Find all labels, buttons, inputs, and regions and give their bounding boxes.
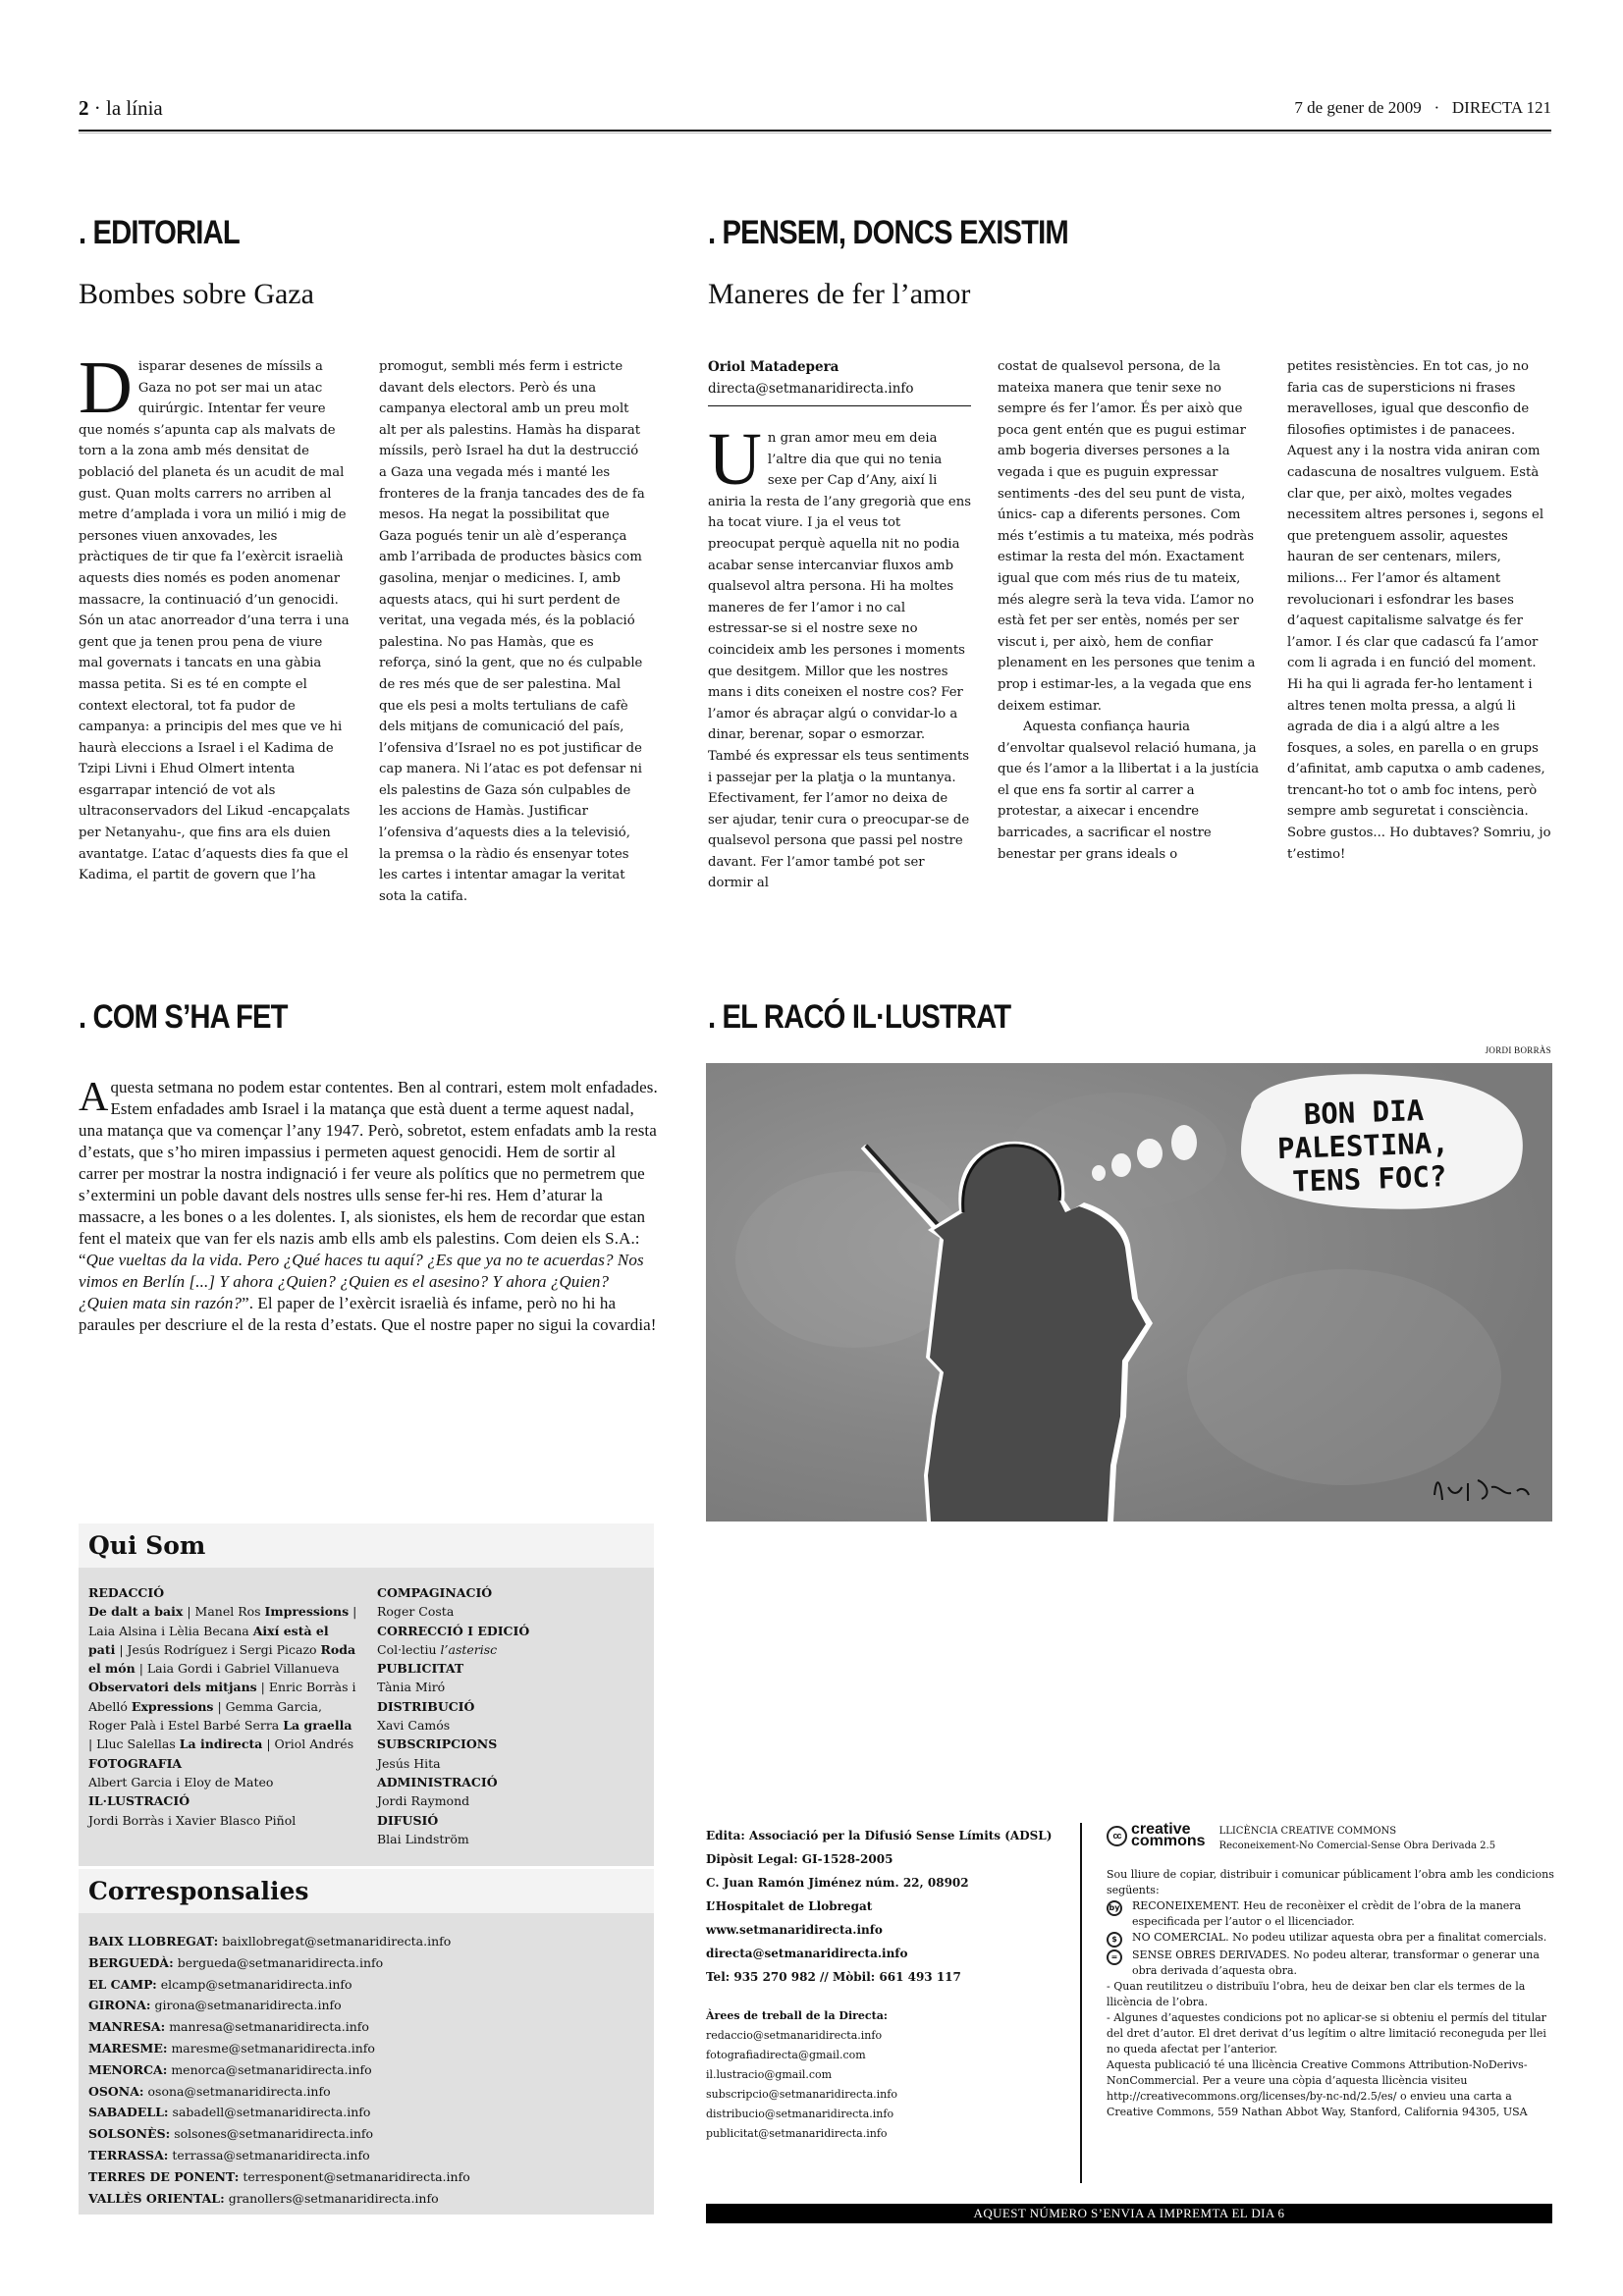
- region-name: BAIX LLOBREGAT:: [88, 1934, 219, 1949]
- staff-text: | Jesús Rodríguez i Sergi Picazo: [115, 1641, 321, 1657]
- staff-text: | Manel Ros: [183, 1604, 265, 1620]
- staff-role-heading: SUBSCRIPCIONS: [377, 1736, 498, 1752]
- staff-text: | Laia Gordi i Gabriel Villanueva: [135, 1661, 340, 1677]
- license-subtitle: Reconeixement-No Comercial-Sense Obra Derivada 2.5: [1218, 1841, 1496, 1851]
- correspondent-row: [88, 2188, 644, 2210]
- region-name: SOLSONÈS:: [88, 2126, 171, 2142]
- region-email[interactable]: girona@setmanaridirecta.info: [150, 1998, 342, 2013]
- non-commercial-icon: $: [1107, 1932, 1122, 1948]
- imprint-line[interactable]: directa@setmanaridirecta.info: [706, 1947, 908, 1960]
- imprint-divider: [1080, 1823, 1082, 2183]
- section-name: Així està el pati: [88, 1623, 329, 1657]
- correspondent-row: [88, 1952, 644, 1974]
- staff-rich-text: [88, 1602, 359, 1753]
- cc-word-2: commons: [1131, 1833, 1206, 1849]
- region-name: MARESME:: [88, 2040, 168, 2056]
- editorial-text-2: promogut, sembli més ferm i estricte davant dels electors. Però és una campanya electoral amb un preu molt alt per als palestins. Hamàs ha disparat míssils, però Israel ha dut la destrucció a Gaza una vegada més i manté les fronteres de la franja tancades des de fa mesos. Ha negat la possibilitat que Gaza pogués tenir un alè d’esperança amb l’arribada de productes bàsics com gasolina, menjar o medicines. I, amb aquests atacs, qui hi surt perdent de veritat, una vegada més, és la població palestina. No pas Hamàs, que es reforça, sinó la gent, que no és culpable de res més que de ser palestina. Mal que els pesi a molts tertulians de cafè dels mitjans de comunicació del país, l’ofensiva d’Israel no es pot justificar de cap manera. Ni l’atac es pot defensar ni els palestins de Gaza són culpables de les accions de Hamàs. Justificar l’ofensiva d’aquests dies a la televisió, la premsa o la ràdio és ensenyar totes les cartes i intentar amagar la veritat sota la catifa.: [379, 359, 645, 904]
- section-name: la línia: [106, 96, 163, 120]
- region-email[interactable]: bergueda@setmanaridirecta.info: [173, 1954, 384, 1970]
- corresponsalies-title: Corresponsalies: [79, 1869, 654, 1913]
- license-condition-text: [1132, 1948, 1558, 1979]
- correspondent-row: [88, 2102, 644, 2123]
- region-name: TERRES DE PONENT:: [88, 2168, 240, 2184]
- region-name: MENORCA:: [88, 2061, 168, 2077]
- cc-wordmark: [1131, 1821, 1206, 1849]
- work-area-email[interactable]: il.lustracio@gmail.com: [706, 2068, 833, 2081]
- pensem-text-3: petites resistències. En tot cas, jo no faria cas de supersticions ni frases meravelloses, igual que desconfio de filosofies optimistes i de panacees. Aquest any i la nostra vida aniran com cadascuna de nosaltres vulguem. Està clar que, per això, moltes vegades necessitem altres persones i, segons el que pretenguem assolir, aquestes hauran de ser centenars, milers, milions... Fer l’amor és altament revolucionari i esfondrar les bases d’aquest capitalisme salvatge és fer l’amor. I és clar que cadascú fa l’amor com li agrada i en funció del moment. Hi ha qui li agrada fer-ho lentament i altres tenen molta pressa, a algú li agrada de dia i a algú altre a les fosques, a soles, en parella o en grups d’afinitat, amb caputxa o amb cadenes, trencant-ho tot o amb foc intens, però sempre amb seguretat i consciència. Sobre gustos... Ho dubtaves? Somriu, jo t’estimo!: [1287, 359, 1551, 862]
- work-area-email[interactable]: distribucio@setmanaridirecta.info: [706, 2108, 894, 2120]
- staff-names: Jordi Raymond: [377, 1793, 470, 1809]
- imprint-line: Edita: Associació per la Difusió Sense Límits (ADSL): [706, 1829, 1053, 1842]
- work-area-email[interactable]: redaccio@setmanaridirecta.info: [706, 2029, 883, 2042]
- imprint-line: Tel: 935 270 982 // Mòbil: 661 493 117: [706, 1970, 961, 1984]
- qui-som-title: Qui Som: [79, 1523, 654, 1568]
- condition-description: No podeu alterar, transformar o generar una obra derivada d’aquesta obra.: [1132, 1949, 1540, 1977]
- work-area-email[interactable]: fotografiadirecta@gmail.com: [706, 2049, 866, 2061]
- com-sha-fet-dropcap: A: [79, 1075, 109, 1120]
- cc-icon: cc: [1107, 1826, 1127, 1846]
- region-email[interactable]: solsones@setmanaridirecta.info: [170, 2126, 374, 2142]
- staff-role-heading: FOTOGRAFIA: [88, 1755, 183, 1771]
- author-byline: [708, 356, 971, 406]
- region-email[interactable]: baixllobregat@setmanaridirecta.info: [218, 1934, 452, 1949]
- license-note-3: Aquesta publicació té una llicència Creative Commons Attribution-NoDerivs- NonCommercial. Per a veure una còpia d’aquesta llicència visiteu http://creativecommons.org/licenses/by-nc-nd/2.5/es/ o envieu una carta a Creative Commons, 559 Nathan Abbot Way, Stanford, California 94305, USA: [1107, 2058, 1528, 2118]
- region-email[interactable]: elcamp@setmanaridirecta.info: [156, 1976, 352, 1992]
- staff-role-heading: ADMINISTRACIÓ: [377, 1774, 498, 1789]
- imprint-block: [706, 1824, 1074, 2144]
- editorial-column-1: [79, 347, 351, 886]
- imprint-line[interactable]: www.setmanaridirecta.info: [706, 1923, 883, 1937]
- pensem-section-title: . PENSEM, DONCS EXISTIM: [708, 214, 1068, 251]
- section-name: De dalt a baix: [88, 1604, 184, 1620]
- license-condition: [1107, 1898, 1558, 1930]
- staff-names: Tània Miró: [377, 1680, 446, 1695]
- staff-names: Blai Lindström: [377, 1831, 469, 1846]
- staff-role-heading: COMPAGINACIÓ: [377, 1585, 493, 1600]
- staff-names: Jesús Hita: [377, 1755, 441, 1771]
- region-name: MANRESA:: [88, 2019, 166, 2035]
- page-number: 2: [79, 96, 89, 120]
- region-email[interactable]: osona@setmanaridirecta.info: [143, 2083, 331, 2099]
- qui-som-grid: [88, 1583, 644, 1848]
- condition-description: Heu de reconèixer el crèdit de l’obra de la manera especificada per l’autor o el llicenciador.: [1132, 1899, 1522, 1928]
- corresponsalies-list: [79, 1913, 654, 2215]
- staff-role-heading: DIFUSIÓ: [377, 1812, 439, 1828]
- qui-som-column-2: [377, 1583, 632, 1848]
- correspondent-row: [88, 2166, 644, 2188]
- editorial-column-2: [379, 356, 646, 907]
- license-note-2: - Algunes d’aquestes condicions pot no aplicar-se si obteniu el permís del titular del dret d’autor. El dret derivat d’us legítim o altre limitació reconeguda per llei no queda afectat per l’anterior.: [1107, 2011, 1546, 2056]
- staff-role-heading: IL·LUSTRACIÓ: [88, 1793, 190, 1809]
- condition-description: No podeu utilizar aquesta obra per a finalitat comercials.: [1228, 1931, 1547, 1944]
- speech-line-3: TENS FOC?: [1291, 1159, 1447, 1199]
- corresponsalies-box: [79, 1869, 654, 2215]
- com-sha-fet-quote: Que vueltas da la vida. Pero ¿Qué haces tu aquí? ¿Es que ya no te acuerdas? Nos vimos en Berlín [...] Y ahora ¿Quien? ¿Quien es el asesino? Y ahora ¿Quien? ¿Quien mata sin razón?: [79, 1251, 644, 1312]
- staff-names: Jordi Borràs i Xavier Blasco Piñol: [88, 1812, 297, 1828]
- staff-role-heading: REDACCIÓ: [88, 1585, 165, 1600]
- region-name: OSONA:: [88, 2083, 144, 2099]
- com-sha-fet-text-b: ”. El paper de l’exèrcit israelià és infame, però no hi ha paraules per descriure el de la resta d’estats. Que el nostre paper no sigui la covardia!: [79, 1294, 657, 1334]
- imprint-line: Dipòsit Legal: GI-1528-2005: [706, 1852, 893, 1866]
- qui-som-box: [79, 1523, 654, 1866]
- license-condition: [1107, 1930, 1558, 1948]
- correspondent-row: [88, 2145, 644, 2166]
- pensem-text-2a: costat de qualsevol persona, de la mateixa manera que tenir sexe no sempre és fer l’amor. És per això que poca gent entén que es pugui estimar amb bogeria diverses persones a la vegada i que es puguin expressar sentiments -des del seu punt de vista, únics- cap a diferents persones. Com més t’estimis a tu mateixa, més podràs estimar la resta del món. Exactament igual que com més rius de tu mateix, més alegre serà la teva vida. L’amor no està fet per ser entès, només per ser viscut i, per això, hem de confiar plenament en les persones que tenim a prop i estimar-les, a la vegada que ens deixem estimar.: [998, 359, 1256, 714]
- com-sha-fet-body: [79, 1077, 658, 1336]
- region-name: GIRONA:: [88, 1998, 151, 2013]
- correspondent-row: [88, 1931, 644, 1952]
- raco-section-title: . EL RACÓ IL·LUSTRAT: [708, 998, 1011, 1036]
- pensem-headline: Maneres de fer l’amor: [708, 278, 971, 310]
- editorial-text-1: isparar desenes de míssils a Gaza no pot ser mai un atac quirúrgic. Intentar fer veure que només s’apunta cap als malvats de torn a la zona amb més densitat de població del planeta és un acudit de mal gust. Quan molts carrers no arriben al metre d’amplada i vora un milió i mig de persones viuen anxovades, les pràctiques de tir que fa l’exèrcit israelià aquests dies només es poden anomenar massacre, la continuació d’un genocidi. Són un atac anorreador d’una terra i una gent que ja tenen prou pena de viure mal governats i tancats en una gàbia massa petita. Si es té en compte el context electoral, tot fa pudor de campanya: a principis del mes que ve hi haurà eleccions a Israel i el Kadima de Tzipi Livni i Ehud Olmert intenta esgarrapar intenció de vot als ultraconservadors del Likud -encapçalats per Netanyahu-, que fins ara els duien avantatge. L’atac d’aquests dies fa que el Kadima, el partit de govern que l’ha: [79, 359, 351, 883]
- imprint-line: C. Juan Ramón Jiménez núm. 22, 08902: [706, 1876, 969, 1890]
- correspondent-row: [88, 2038, 644, 2059]
- section-name: La indirecta: [179, 1736, 263, 1752]
- staff-names: Roger Costa: [377, 1604, 455, 1620]
- editorial-headline: Bombes sobre Gaza: [79, 278, 314, 310]
- imprint-line: L’Hospitalet de Llobregat: [706, 1899, 873, 1913]
- com-sha-fet-text-a: questa setmana no podem estar contentes. Ben al contrari, estem molt enfadades. Estem enfadades amb Israel i la matança que està duent a terme aquest nadal, una matança que va començar l’any 1947. Però, sobretot, estem enfadats amb la resta d’estats, que s’ho miren impassius i permeten aquest genocidi. Hem de sortir al carrer per mostrar la nostra indignació i fer veure als polítics que no permetrem que s’extermini un poble davant dels nostres ulls sense fer-hi res. Hem d’aturar la massacre, a les bones o a les dolentes. I, als sionistes, els hem de recordar que estan fent el mateix que van fer els nazis amb ells amb els palestins. Com deien els S.A.: “: [79, 1078, 658, 1269]
- region-name: EL CAMP:: [88, 1976, 157, 1992]
- region-email[interactable]: terrassa@setmanaridirecta.info: [168, 2147, 370, 2163]
- license-title: LLICÈNCIA CREATIVE COMMONS: [1218, 1826, 1397, 1837]
- section-name: La graella: [283, 1718, 352, 1734]
- pensem-column-2: [998, 356, 1261, 865]
- correspondent-row: [88, 2016, 644, 2038]
- section-name: Expressions: [131, 1698, 214, 1714]
- pensem-column-1: [708, 356, 971, 894]
- illustrator-credit: JORDI BORRÀS: [1485, 1045, 1551, 1055]
- no-derivatives-icon: =: [1107, 1949, 1122, 1965]
- page-header: [79, 96, 1551, 132]
- pensem-text-2b: Aquesta confiança hauria d’envoltar qualsevol relació humana, ja que és l’amor a la llibertat i a la justícia el que ens fa sortir al carrer a protestar, a aixecar i encendre barricades, a sacrificar el nostre benestar per grans ideals o: [998, 720, 1260, 862]
- license-titles: [1219, 1824, 1496, 1853]
- region-email[interactable]: granollers@setmanaridirecta.info: [224, 2190, 439, 2206]
- condition-label: SENSE OBRES DERIVADES.: [1132, 1949, 1290, 1961]
- editorial-dropcap: D: [79, 347, 133, 429]
- staff-text: l’asterisc: [440, 1641, 498, 1657]
- staff-text: | Laia Alsina i Lèlia Becana: [88, 1604, 357, 1638]
- issue-info: [1294, 98, 1551, 118]
- correspondent-row: [88, 1974, 644, 1996]
- imprint-lines: [706, 1824, 1074, 1989]
- work-areas-list: [706, 2026, 1074, 2144]
- work-areas-title: Àrees de treball de la Directa:: [706, 2009, 888, 2022]
- issue-dot: ·: [1434, 98, 1440, 117]
- qui-som-column-1: [88, 1583, 359, 1848]
- license-note-1: - Quan reutilitzeu o distribuïu l’obra, heu de deixar ben clar els termes de la llicència de l’obra.: [1107, 1980, 1526, 2008]
- section-name: Roda el món: [88, 1641, 356, 1677]
- qui-som-body: [79, 1568, 654, 1866]
- license-block: [1107, 1821, 1558, 2120]
- speech-line-1: BON DIA: [1303, 1093, 1425, 1132]
- license-condition-text: [1132, 1898, 1558, 1930]
- pensem-column-3: [1287, 356, 1554, 865]
- staff-text: Col·lectiu: [377, 1641, 441, 1657]
- license-header: [1107, 1821, 1558, 1853]
- author-name: Oriol Matadepera: [708, 359, 839, 375]
- condition-label: NO COMERCIAL.: [1132, 1931, 1229, 1944]
- pensem-text-1: n gran amor meu em deia l’altre dia que qui no tenia sexe per Cap d’Any, així li aniria la resta de l’any gregorià que ens ha tocat viure. I ja el veus tot preocupat perquè aquella nit no podia acabar sense intercanviar fluxos amb qualsevol altra persona. Hi ha moltes maneres de fer l’amor i no cal estressar-se si el nostre sexe no coincideix amb les persones i moments que desitgem. Millor que les nostres mans i dits coneixen el nostre cos? Fer l’amor és abraçar algú o convidar-lo a dinar, berenar, sopar o esmorzar. També és expressar els teus sentiments i passejar per la platja o la muntanya. Efectivament, fer l’amor no deixa de ser ajudar, tenir cura o preocupar-se de qualsevol persona que passi pel nostre davant. Fer l’amor també pot ser dormir al: [708, 431, 971, 891]
- staff-names: Xavi Camós: [377, 1718, 451, 1734]
- region-email[interactable]: sabadell@setmanaridirecta.info: [168, 2105, 371, 2120]
- license-condition: [1107, 1948, 1558, 1979]
- staff-role-heading: CORRECCIÓ I EDICIÓ: [377, 1623, 530, 1638]
- attribution-icon: by: [1107, 1900, 1122, 1916]
- section-name: Impressions: [264, 1604, 350, 1620]
- pensem-dropcap: U: [708, 418, 762, 501]
- com-sha-fet-section-title: . COM S’HA FET: [79, 998, 288, 1036]
- condition-label: RECONEIXEMENT.: [1132, 1899, 1240, 1912]
- staff-role-heading: PUBLICITAT: [377, 1661, 464, 1677]
- work-area-email[interactable]: publicitat@setmanaridirecta.info: [706, 2127, 888, 2140]
- region-name: SABADELL:: [88, 2105, 169, 2120]
- license-intro: Sou lliure de copiar, distribuir i comunicar públicament l’obra amb les condicions següents:: [1107, 1868, 1554, 1896]
- region-name: BERGUEDÀ:: [88, 1954, 174, 1970]
- staff-text: | Lluc Salellas: [88, 1736, 180, 1752]
- staff-rich-text: [377, 1640, 632, 1659]
- creative-commons-logo: [1107, 1821, 1206, 1849]
- folio-separator: ·: [93, 96, 101, 120]
- region-name: VALLÈS ORIENTAL:: [88, 2190, 225, 2206]
- editorial-section-title: . EDITORIAL: [79, 214, 240, 251]
- region-email[interactable]: maresme@setmanaridirecta.info: [167, 2040, 375, 2056]
- correspondent-row: [88, 1995, 644, 2016]
- region-email[interactable]: terresponent@setmanaridirecta.info: [239, 2168, 470, 2184]
- author-email[interactable]: directa@setmanaridirecta.info: [708, 381, 914, 397]
- page-folio: [79, 96, 163, 121]
- correspondent-row: [88, 2123, 644, 2145]
- staff-text: | Oriol Andrés: [262, 1736, 354, 1752]
- issue-date: 7 de gener de 2009: [1294, 98, 1422, 117]
- speech-line-2: PALESTINA,: [1276, 1126, 1450, 1166]
- correspondent-row: [88, 2059, 644, 2081]
- pensem-text-1-wrap: [708, 418, 971, 894]
- license-condition-text: [1132, 1930, 1546, 1946]
- section-name: Observatori dels mitjans: [88, 1680, 257, 1695]
- region-email[interactable]: manresa@setmanaridirecta.info: [165, 2019, 369, 2035]
- region-email[interactable]: menorca@setmanaridirecta.info: [167, 2061, 372, 2077]
- work-area-email[interactable]: subscripcio@setmanaridirecta.info: [706, 2088, 897, 2101]
- cc-word-1: creative: [1131, 1821, 1191, 1838]
- print-notice-bar: AQUEST NÚMERO S’ENVIA A IMPREMTA EL DIA 6: [706, 2204, 1552, 2223]
- publication-name: DIRECTA 121: [1451, 98, 1551, 117]
- staff-text: | Gemma Garcia, Roger Palà i Estel Barbé Serra: [88, 1698, 322, 1734]
- staff-text: | Enric Borràs i Abelló: [88, 1680, 356, 1714]
- license-conditions: [1107, 1898, 1558, 1979]
- staff-role-heading: DISTRIBUCIÓ: [377, 1698, 475, 1714]
- region-name: TERRASSA:: [88, 2147, 169, 2163]
- cartoon-illustration: [706, 1063, 1552, 1522]
- staff-names: Albert Garcia i Eloy de Mateo: [88, 1774, 274, 1789]
- correspondent-row: [88, 2081, 644, 2103]
- speech-bubble-text: [1275, 1091, 1514, 1199]
